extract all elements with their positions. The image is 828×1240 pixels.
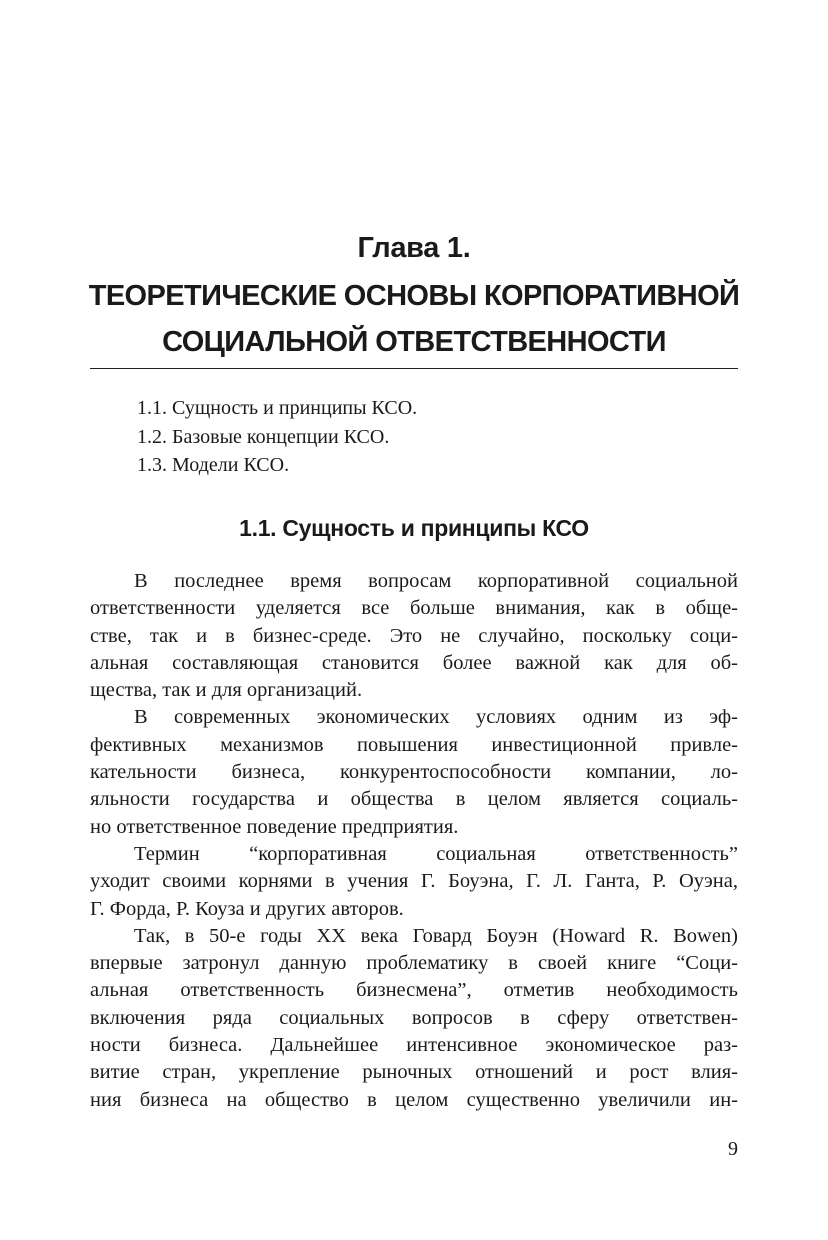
text-line: В современных экономических условиях одним из эф- [134,706,738,729]
chapter-title-line-2: СОЦИАЛЬНОЙ ОТВЕТСТВЕННОСТИ [162,326,666,358]
section-heading: 1.1. Сущность и принципы КСО [239,515,589,541]
text-line: щества, так и для организаций. [90,679,363,702]
toc-item: 1.2. Базовые концепции КСО. [137,425,390,448]
body-text [90,568,738,1114]
toc-item: 1.3. Модели КСО. [137,454,290,476]
chapter-contents [137,394,417,480]
text-line: ности бизнеса. Дальнейшее интенсивное экономическое раз- [90,1034,738,1057]
text-line: Термин “корпоративная социальная ответственность” [134,842,738,865]
text-line: кательности бизнеса, конкурентоспособности компании, ло- [90,761,738,784]
toc-item: 1.1. Сущность и принципы КСО. [137,397,418,419]
text-line: Г. Форда, Р. Коуза и других авторов. [90,897,404,920]
text-line: стве, так и в бизнес-среде. Это не случайно, поскольку соци- [90,624,738,647]
text-line: альная составляющая становится более важной как для об- [90,651,738,674]
text-line: яльности государства и общества в целом является социаль- [90,788,738,811]
chapter-title-line-1: ТЕОРЕТИЧЕСКИЕ ОСНОВЫ КОРПОРАТИВНОЙ [88,280,740,312]
text-line: ответственности уделяется все больше внимания, как в обще- [90,597,738,620]
text-line: впервые затронул данную проблематику в своей книге “Соци- [90,952,738,975]
text-line: В последнее время вопросам корпоративной социальной [134,570,738,592]
title-divider [90,368,738,369]
chapter-title [0,273,828,365]
text-line: альная ответственность бизнесмена”, отметив необходимость [90,979,738,1002]
page-number: 9 [728,1138,738,1160]
text-line: Так, в 50-е годы XX века Говард Боуэн (Howard R. Bowen) [134,924,738,947]
text-line: ния бизнеса на общество в целом существенно увеличили ин- [90,1088,738,1111]
text-line: витие стран, укрепление рыночных отношений и рост влия- [90,1061,738,1084]
text-line: но ответственное поведение предприятия. [90,815,459,838]
text-line: фективных механизмов повышения инвестиционной привле- [90,733,738,756]
text-line: включения ряда социальных вопросов в сферу ответствен- [90,1006,738,1029]
text-line: уходит своими корнями в учения Г. Боуэна, Г. Л. Ганта, Р. Оуэна, [90,870,738,893]
chapter-label: Глава 1. [357,232,471,264]
